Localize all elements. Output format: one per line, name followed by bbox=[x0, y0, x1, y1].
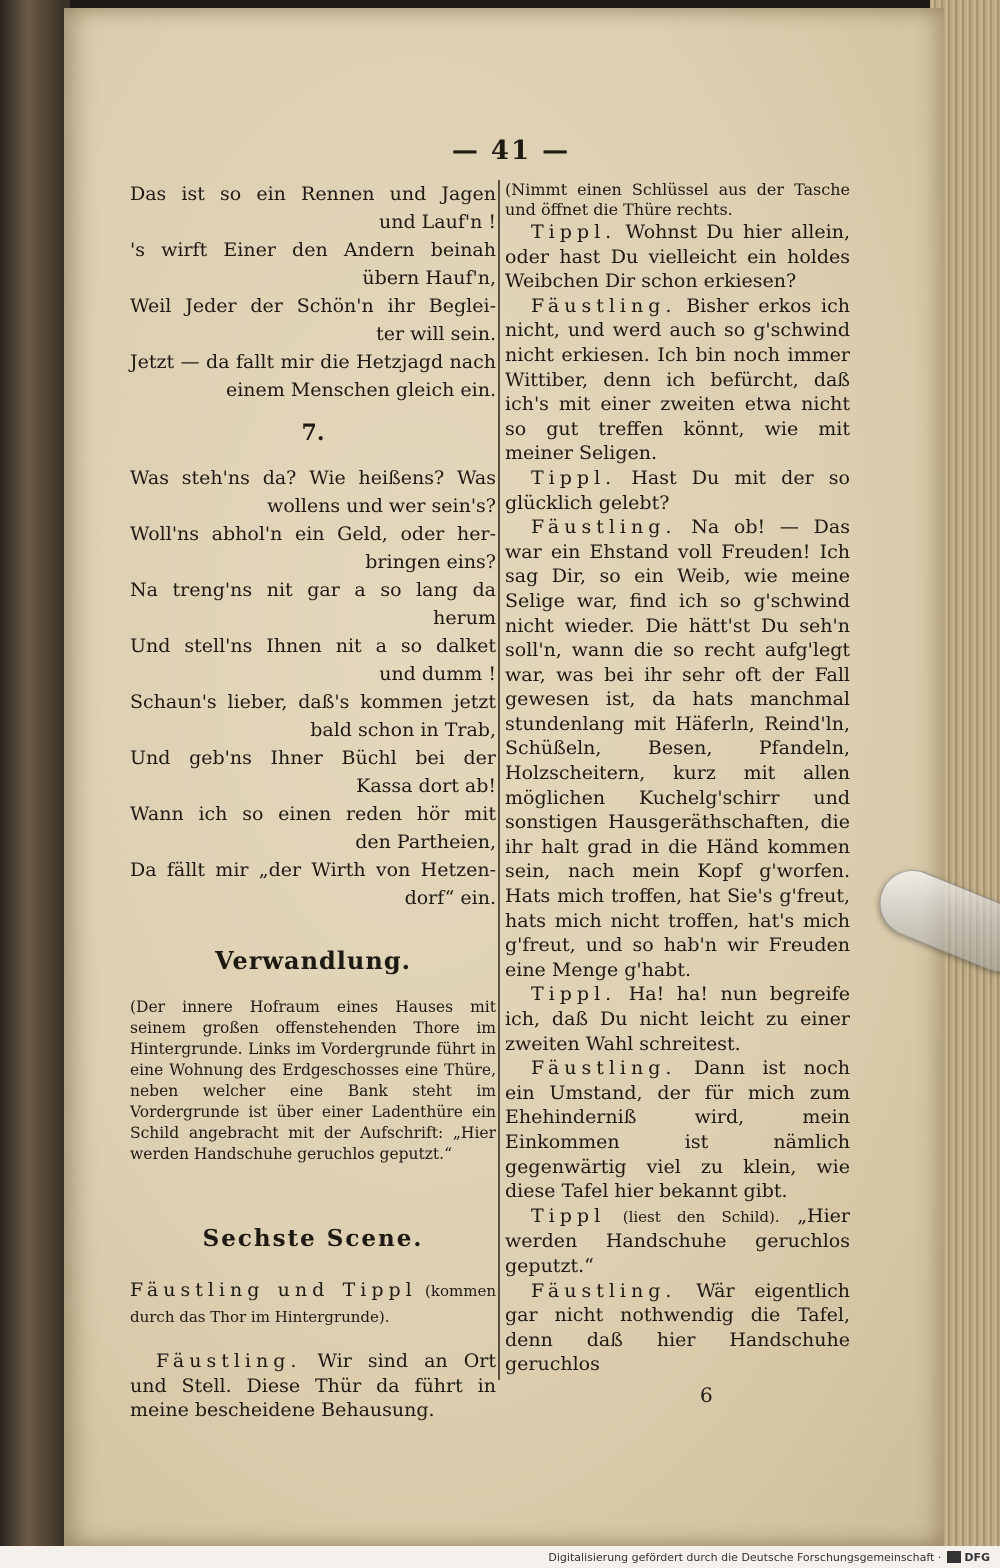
speech bbox=[505, 1279, 850, 1377]
speech bbox=[505, 1204, 850, 1279]
verse-line: Weil Jeder der Schön'n ihr Beglei- bbox=[130, 295, 496, 317]
section-number: 7. bbox=[301, 420, 325, 446]
speaker-name: Fäustling. bbox=[531, 1279, 677, 1302]
speech-text: Na ob! — Das war ein Ehstand voll Freuden! Ich sag Dir, so ein Weib, wie meine Selige war, find ich so g'schwind nicht wieder. Die hätt'st Du seh'n soll'n, wann die so recht aufg'legt war, was bei ihr sehr oft der Fall gewesen ist, da hats manchmal stundenlang mit Häferln, Reind'ln, Schüßeln, Besen, Pfandeln, Holzscheitern, kurz mit allen möglichen Kuchelg'schirr und sonstigen Hausgeräthschaften, die ihr halt grad in die Händ kommen sein, nach mein Kopf g'worfen. Hats mich troffen, hat Sie's g'freut, hats mich nicht troffen, hat's mich g'freut, und so hab'n wir Freuden eine Menge g'habt. bbox=[505, 516, 850, 981]
verse-line-continuation: und Lauf'n ! bbox=[378, 211, 496, 233]
speech bbox=[505, 294, 850, 466]
speaker-name: Tippl. bbox=[531, 983, 617, 1006]
footer-text: Digitalisierung gefördert durch die Deutsche Forschungsgemeinschaft · bbox=[548, 1550, 942, 1564]
verse-line-continuation: dorf“ ein. bbox=[404, 887, 496, 909]
verse-line-continuation: bald schon in Trab, bbox=[310, 719, 496, 741]
speech bbox=[505, 515, 850, 982]
speaker-name: Tippl. bbox=[531, 466, 617, 489]
dfg-logo-text: DFG bbox=[964, 1550, 990, 1564]
verse-line: Da fällt mir „der Wirth von Hetzen- bbox=[130, 859, 496, 881]
footer-bar bbox=[0, 1546, 1000, 1568]
speech-direction: (liest den Schild). bbox=[622, 1207, 780, 1226]
verse-line: Das ist so ein Rennen und Jagen bbox=[130, 183, 496, 205]
speech-text: Wohnst Du hier allein, oder hast Du vielleicht ein holdes Weibchen Dir schon erkiesen? bbox=[505, 221, 850, 293]
entrance-direction: (kommen durch das Thor im Hintergrunde). bbox=[130, 1282, 496, 1326]
speaker-name: Tippl bbox=[531, 1204, 606, 1227]
speech-text: Wär eigentlich gar nicht nothwendig die Tafel, denn daß hier Handschuhe geruchlos bbox=[505, 1279, 850, 1376]
speaker-name: Fäustling. bbox=[156, 1350, 302, 1373]
speech-text: Ha! ha! nun begreife ich, daß Du nicht leicht zu einer zweiten Wahl schreitest. bbox=[505, 983, 850, 1055]
verse-line: Und geb'ns Ihner Büchl bei der bbox=[130, 747, 496, 769]
verse-line: Na treng'ns nit gar a so lang da bbox=[130, 579, 496, 601]
verse-line: Jetzt — da fallt mir die Hetzjagd nach bbox=[130, 351, 496, 373]
verse-line-continuation: einem Menschen gleich ein. bbox=[225, 379, 496, 401]
dfg-logo-icon bbox=[947, 1551, 961, 1563]
speech-text: Bisher erkos ich nicht, und werd auch so g'schwind nicht erkiesen. Ich bin noch immer Wittiber, denn ich befürcht, daß ich's mit einer zweiten etwa nicht so gut treffen könnt, wie mit meiner Seligen. bbox=[505, 294, 850, 465]
verse-line: Woll'ns abhol'n ein Geld, oder her- bbox=[130, 523, 496, 545]
speech-text: Wir sind an Ort und Stell. Diese Thür da führt in meine bescheidene Behausung. bbox=[130, 1350, 496, 1422]
speaker-name: Tippl. bbox=[531, 221, 617, 243]
speech-text: Dann ist noch ein Umstand, der für mich zum Ehehinderniß wird, mein Einkommen ist nämlich gegenwärtig viel zu klein, wie diese Tafel hier bekannt gibt. bbox=[505, 1057, 850, 1203]
right-column bbox=[505, 180, 850, 1377]
verse-line-continuation: den Partheien, bbox=[355, 831, 496, 853]
transformation-title: Verwandlung. bbox=[215, 946, 411, 975]
scene-title: Sechste Scene. bbox=[202, 1225, 424, 1252]
speaker-name: Fäustling. bbox=[531, 516, 677, 539]
speech bbox=[130, 1349, 496, 1423]
character-names: Fäustling und Tippl bbox=[130, 1279, 417, 1301]
verse-line-continuation: Kassa dort ab! bbox=[356, 775, 496, 797]
verse-block-1 bbox=[130, 180, 496, 404]
stage-direction: (Der innere Hofraum eines Hauses mit seinem großen offenstehenden Thore im Hintergrunde. Links im Vordergrunde führt in eine Wohnung des Erdgeschosses eine Thüre, neben welcher eine Bank steht im Vordergrunde ist über einer Ladenthüre ein Schild angebracht mit der Aufschrift: „Hier werden Handschuhe geruchlos geputzt.“ bbox=[130, 998, 496, 1163]
verse-line-continuation: herum bbox=[433, 607, 496, 629]
verse-line: Was steh'ns da? Wie heißens? Was bbox=[130, 467, 496, 489]
signature-mark: 6 bbox=[700, 1383, 713, 1407]
speech bbox=[505, 220, 850, 294]
verse-line-continuation: bringen eins? bbox=[365, 551, 496, 573]
left-column bbox=[130, 180, 496, 1423]
verse-line-continuation: wollens und wer sein's? bbox=[267, 495, 496, 517]
speaker-name: Fäustling. bbox=[531, 1057, 677, 1080]
dfg-logo bbox=[947, 1551, 990, 1564]
verse-line: Und stell'ns Ihnen nit a so dalket bbox=[130, 635, 496, 657]
verse-line: Schaun's lieber, daß's kommen jetzt bbox=[130, 691, 496, 713]
verse-line: 's wirft Einer den Andern beinah bbox=[130, 239, 496, 261]
verse-line-continuation: ter will sein. bbox=[376, 323, 496, 345]
verse-line-continuation: übern Hauf'n, bbox=[362, 267, 496, 289]
previous-page-edge bbox=[0, 0, 70, 1568]
verse-line: Wann ich so einen reden hör mit bbox=[130, 803, 496, 825]
verse-block-2 bbox=[130, 464, 496, 912]
speech bbox=[505, 1056, 850, 1204]
column-divider bbox=[498, 180, 500, 1380]
speech-text: Hast Du mit der so glücklich gelebt? bbox=[505, 466, 850, 514]
scene-entrance bbox=[130, 1278, 496, 1329]
verse-line-continuation: und dumm ! bbox=[379, 663, 496, 685]
speech bbox=[505, 982, 850, 1056]
speaker-name: Fäustling. bbox=[531, 294, 677, 317]
stage-direction: (Nimmt einen Schlüssel aus der Tasche und öffnet die Thüre rechts. bbox=[505, 180, 850, 219]
speech bbox=[505, 466, 850, 515]
speech-text: „Hier werden Handschuhe geruchlos geputzt.“ bbox=[505, 1204, 851, 1277]
page-number: — 41 — bbox=[451, 136, 571, 166]
